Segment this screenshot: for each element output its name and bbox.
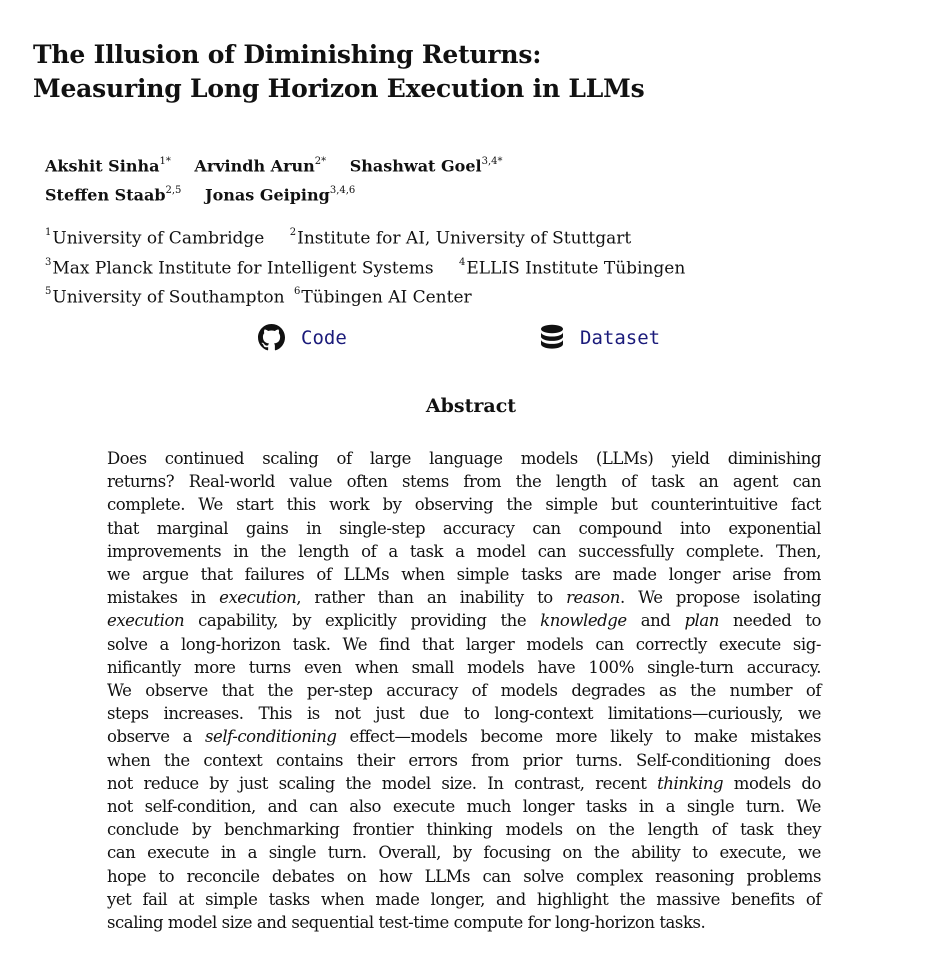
database-icon — [540, 324, 564, 351]
affiliation-name: Tübingen AI Center — [301, 287, 472, 308]
affiliation-name: Institute for AI, University of Stuttgart — [297, 228, 632, 249]
abstract-line: Does continued scaling of large language models (LLMs) yield diminishing — [107, 449, 821, 468]
abstract-body — [107, 447, 821, 934]
affiliation-mark: 4 — [459, 256, 466, 268]
affiliation-name: University of Cambridge — [52, 228, 265, 249]
author — [194, 150, 326, 179]
affiliation-line — [45, 252, 905, 282]
author — [205, 179, 355, 208]
abstract-line: scaling model size and sequential test-time compute for long-horizon tasks. — [107, 913, 706, 933]
author-name: Jonas Geiping — [205, 185, 330, 205]
affiliation-mark: 1 — [45, 227, 52, 238]
resource-links — [0, 324, 942, 356]
affiliation-list — [45, 222, 905, 311]
paper-title-line: The Illusion of Diminishing Returns: — [33, 40, 542, 69]
code-link-label: Code — [301, 326, 347, 349]
affiliation-mark: 5 — [45, 286, 52, 298]
abstract-line: that marginal gains in single-step accuracy can compound into exponential — [107, 518, 821, 538]
emphasis-text: self-conditioning — [204, 727, 337, 747]
affiliation-name: ELLIS Institute Tübingen — [466, 258, 686, 279]
author-name: Akshit Sinha — [45, 156, 160, 176]
abstract-line: can execute in a single turn. Overall, by focusing on the ability to execute, we — [107, 843, 821, 863]
abstract-line: we argue that failures of LLMs when simple tasks are made longer arise from — [107, 565, 821, 585]
dataset-link[interactable] — [540, 324, 660, 351]
affiliation-mark: 6 — [293, 286, 301, 298]
affiliation-mark: 2 — [289, 227, 297, 238]
affiliation — [294, 281, 472, 311]
emphasis-text: knowledge — [540, 611, 627, 631]
abstract-line: hope to reconcile debates on how LLMs can solve complex reasoning problems — [107, 866, 821, 886]
affiliation — [45, 222, 264, 252]
author-line — [45, 150, 905, 179]
author-list — [45, 150, 905, 209]
abstract-line: steps increases. This is not just due to long-context limitations—curiously, we — [107, 704, 821, 724]
abstract-line: complete. We start this work by observing the simple but counterintuitive fact — [107, 495, 821, 515]
emphasis-text: thinking — [657, 773, 724, 793]
author-affil-mark: 2,5 — [165, 185, 182, 197]
author-line — [45, 179, 905, 208]
abstract-line: execution capability, by explicitly providing the knowledge and plan needed to — [107, 611, 821, 631]
abstract-line: not self-condition, and can also execute much longer tasks in a single turn. We — [107, 797, 821, 817]
author-affil-mark: 1* — [159, 156, 171, 167]
author-affil-mark: 3,4,6 — [329, 185, 356, 197]
abstract-line: returns? Real-world value often stems from the length of task an agent can — [107, 472, 821, 492]
affiliation-name: University of Southampton — [52, 287, 285, 308]
abstract-line: yet fail at simple tasks when made longer, and highlight the massive benefits of — [107, 889, 821, 909]
author-name: Steffen Staab — [45, 185, 166, 205]
affiliation-line — [45, 222, 905, 252]
emphasis-text: plan — [684, 611, 719, 631]
abstract-line: conclude by benchmarking frontier thinking models on the length of task they — [107, 820, 821, 840]
author-affil-mark: 3,4* — [481, 156, 503, 167]
abstract-line: not reduce by just scaling the model size. In contrast, recent thinking models do — [107, 773, 822, 793]
author-name: Shashwat Goel — [349, 156, 482, 176]
affiliation — [45, 281, 285, 311]
abstract-line: solve a long-horizon task. We find that larger models can correctly execute sig- — [107, 634, 821, 654]
affiliation — [459, 252, 685, 282]
author-name: Arvindh Arun — [194, 156, 315, 176]
paper-title-line: Measuring Long Horizon Execution in LLMs — [33, 74, 645, 103]
dataset-link-label: Dataset — [580, 326, 661, 349]
abstract-line: improvements in the length of a task a model can successfully complete. Then, — [107, 541, 821, 561]
author — [45, 179, 181, 208]
affiliation-line — [45, 281, 905, 311]
author-affil-mark: 2* — [314, 156, 327, 167]
emphasis-text: reason — [566, 588, 620, 608]
abstract-line: We observe that the per-step accuracy of models degrades as the number of — [107, 681, 821, 701]
affiliation — [290, 222, 631, 252]
affiliation-mark: 3 — [45, 256, 52, 268]
abstract-line: nificantly more turns even when small models have 100% single-turn accuracy. — [107, 657, 821, 677]
abstract-heading: Abstract — [425, 395, 517, 417]
affiliation — [45, 252, 434, 282]
author — [350, 150, 503, 179]
abstract-line: when the context contains their errors from prior turns. Self-conditioning does — [107, 750, 821, 770]
paper-title — [33, 38, 893, 106]
abstract-line: mistakes in execution, rather than an inability to reason. We propose isolating — [107, 588, 821, 608]
emphasis-text: execution — [107, 611, 185, 631]
code-link[interactable] — [258, 324, 347, 351]
author — [45, 150, 171, 179]
emphasis-text: execution — [219, 588, 297, 608]
github-icon — [258, 324, 285, 351]
abstract-line: observe a self-conditioning effect—models become more likely to make mistakes — [107, 727, 821, 747]
affiliation-name: Max Planck Institute for Intelligent Systems — [52, 258, 434, 279]
